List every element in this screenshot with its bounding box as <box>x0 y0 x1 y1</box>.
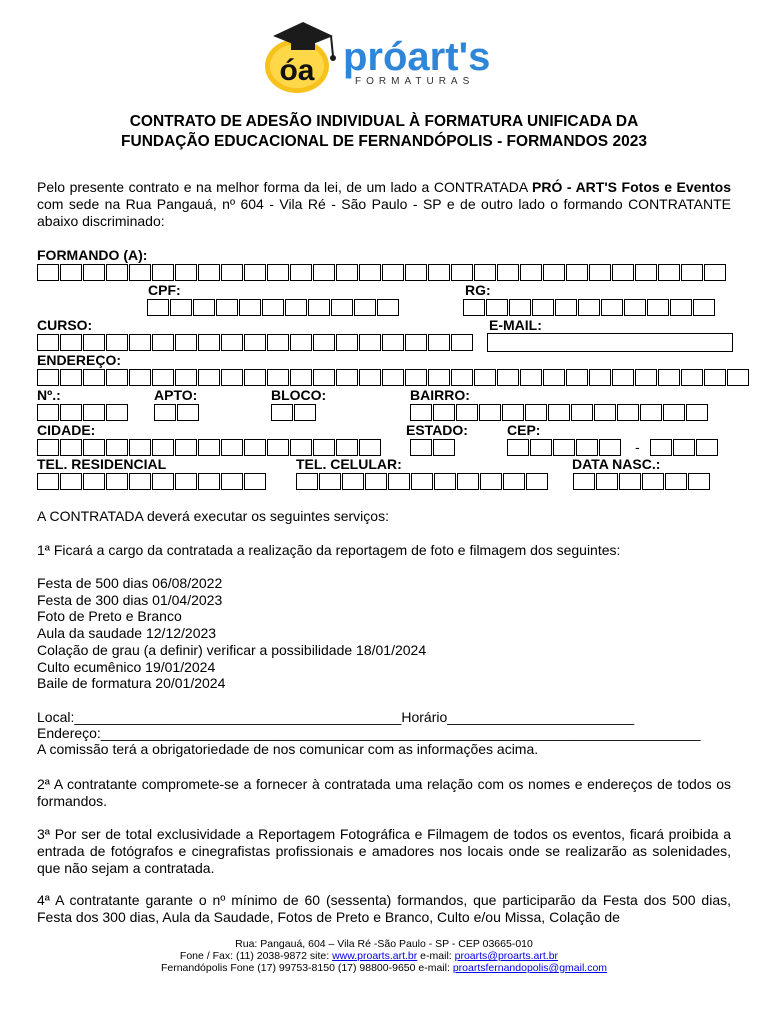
events-list <box>37 575 426 692</box>
label-data-nasc: DATA NASC.: <box>572 456 661 472</box>
apto-boxes[interactable] <box>154 404 200 421</box>
email-field[interactable] <box>487 333 733 352</box>
company-logo <box>255 18 515 94</box>
contract-title-line1: CONTRATO DE ADESÃO INDIVIDUAL À FORMATURA UNIFICADA DA <box>129 113 639 130</box>
event-item: Baile de formatura 20/01/2024 <box>37 675 226 692</box>
comissao-note: A comissão terá a obrigatoriedade de nos comunicar com as informações acima. <box>37 741 539 757</box>
label-apto: APTO: <box>154 387 198 403</box>
label-formando: FORMANDO (A): <box>37 247 148 263</box>
cep-boxes-second[interactable] <box>650 439 719 456</box>
intro-paragraph: Pelo presente contrato e na melhor forma da lei, de um lado a CONTRATADA PRÓ - ART'S Fotos e Eventos com sede na Rua Pangauá, nº 604 - Vila Ré - São Paulo - SP e de outro lado o formando CONTRATANTE abaixo discriminado: <box>37 179 731 229</box>
formando-boxes[interactable] <box>37 264 727 281</box>
label-email: E-MAIL: <box>489 317 542 333</box>
label-cidade: CIDADE: <box>37 422 96 438</box>
cidade-boxes[interactable] <box>37 439 382 456</box>
cep-separator: - <box>635 439 640 455</box>
event-item: Aula da saudade 12/12/2023 <box>37 625 217 642</box>
footer-fernandopolis: Fernandópolis Fone (17) 99753-8150 (17) 98800-9650 e-mail: proartsfernandopolis@gmail.com <box>160 962 608 974</box>
clause-4: 4ª A contratante garante o nº mínimo de 60 (sessenta) formandos, que participarão da Festa dos 500 dias, Festa dos 300 dias, Aula da Saudade, Fotos de Preto e Branco, Culto e/ou Missa, Colação de <box>37 892 731 925</box>
clause-3: 3ª Por ser de total exclusividade a Reportagem Fotográfica e Filmagem de todos os eventos, ficará proibida a entrada de fotógrafos e cinegrafistas profissionais e amadores nos locais onde se realizarão as solenidades, que não sejam a contratada. <box>37 826 731 876</box>
logo-text: próart's <box>343 35 491 79</box>
curso-boxes[interactable] <box>37 334 474 351</box>
contract-title-line2: FUNDAÇÃO EDUCACIONAL DE FERNANDÓPOLIS - FORMANDOS 2023 <box>121 133 647 150</box>
numero-boxes[interactable] <box>37 404 129 421</box>
logo-subtext: FORMATURAS <box>355 76 475 87</box>
email-link[interactable]: proarts@proarts.art.br <box>454 950 559 962</box>
label-estado: ESTADO: <box>406 422 468 438</box>
local-line[interactable]: Local:__________________________________________Horário________________________ <box>37 709 635 725</box>
site-link[interactable]: www.proarts.art.br <box>332 950 418 962</box>
estado-boxes[interactable] <box>410 439 456 456</box>
footer-address: Rua: Pangauá, 604 – Vila Ré -São Paulo - SP - CEP 03665-010 <box>235 938 533 950</box>
event-item: Festa de 300 dias 01/04/2023 <box>37 591 223 608</box>
bloco-boxes[interactable] <box>271 404 317 421</box>
bairro-boxes[interactable] <box>410 404 709 421</box>
services-intro: A CONTRATADA deverá executar os seguintes serviços: <box>37 508 389 524</box>
clause-1: 1ª Ficará a cargo da contratada a realização da reportagem de foto e filmagem dos seguintes: <box>37 542 621 558</box>
event-item: Culto ecumênico 19/01/2024 <box>37 658 216 675</box>
label-cep: CEP: <box>507 422 541 438</box>
label-bairro: BAIRRO: <box>410 387 470 403</box>
label-endereco: ENDEREÇO: <box>37 352 122 368</box>
label-curso: CURSO: <box>37 317 93 333</box>
tel-celular-boxes[interactable] <box>296 473 549 490</box>
email-link-fernandopolis[interactable]: proartsfernandopolis@gmail.com <box>452 962 608 974</box>
label-tel-residencial: TEL. RESIDENCIAL <box>37 456 167 472</box>
label-cpf: CPF: <box>148 282 181 298</box>
endereco-boxes[interactable] <box>37 369 750 386</box>
label-rg: RG: <box>465 282 491 298</box>
label-tel-celular: TEL. CELULAR: <box>296 456 402 472</box>
footer-contact: Fone / Fax: (11) 2038-9872 site: www.proarts.art.br e-mail: proarts@proarts.art.br <box>179 950 559 962</box>
event-item: Festa de 500 dias 06/08/2022 <box>37 575 223 591</box>
endereco-line[interactable]: Endereço:_____________________________________________________________________________ <box>37 725 701 741</box>
logo-emblem: óa <box>279 54 315 87</box>
data-nasc-boxes[interactable] <box>573 473 711 490</box>
label-bloco: BLOCO: <box>271 387 327 403</box>
tel-residencial-boxes[interactable] <box>37 473 267 490</box>
company-name: PRÓ - ART'S Fotos e Eventos <box>532 179 731 195</box>
event-item: Colação de grau (a definir) verificar a possibilidade 18/01/2024 <box>37 641 427 658</box>
label-numero: Nº.: <box>37 387 61 403</box>
cep-boxes-first[interactable] <box>507 439 622 456</box>
rg-boxes[interactable] <box>463 299 716 316</box>
event-item: Foto de Preto e Branco <box>37 608 182 625</box>
cpf-boxes[interactable] <box>147 299 400 316</box>
clause-2: 2ª A contratante compromete-se a fornecer à contratada uma relação com os nomes e endereços de todos os formandos. <box>37 776 731 809</box>
